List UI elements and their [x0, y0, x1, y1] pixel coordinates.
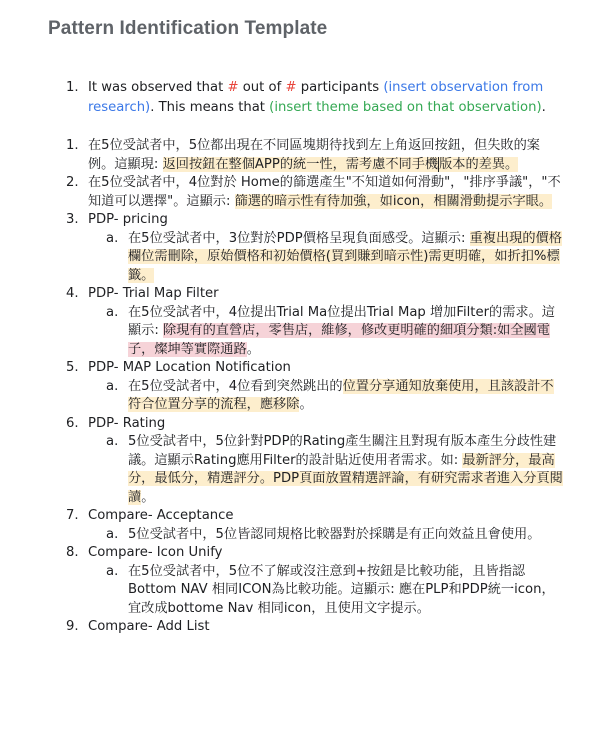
intro-text: . This means that	[150, 100, 270, 115]
observation-placeholder: (insert observation from research)	[88, 80, 544, 115]
list-item	[66, 415, 566, 508]
item-label: PDP- pricing	[88, 212, 168, 227]
intro-sentence	[88, 78, 566, 118]
item-label: PDP- Trial Map Filter	[88, 286, 219, 301]
sub-list	[88, 526, 566, 545]
sub-list	[88, 230, 566, 286]
item-label: PDP- MAP Location Notification	[88, 360, 291, 375]
intro-text: out of	[238, 80, 286, 95]
item-text: 在5位受試者中，4位提出Trial Ma位提出Trial Map 增加Filter的需求。這顯示:	[128, 304, 555, 338]
item-text: 在5位受試者中，5位不了解或沒注意到+按鈕是比較功能，且皆指認Bottom NAV 相同ICON為比較功能。這顯示: 應在PLP和PDP統一icon，宜改成bottome Nav 相同icon，且使用文字提示。	[128, 563, 555, 616]
list-item	[66, 174, 566, 211]
item-text: 在5位受試者中，4位看到突然跳出的	[128, 378, 343, 394]
sub-item-letter: a.	[106, 230, 119, 246]
item-number: 3.	[66, 212, 79, 227]
highlighted-text: 版本的差異。	[439, 156, 519, 172]
highlighted-text: 最新評分，最高分，最低分，精選評分。PDP頁面放置精選評論，有研究需求者進入分頁閱讀	[128, 452, 563, 505]
sub-item-letter: a.	[106, 563, 119, 579]
highlighted-text: 返回按鈕在整個APP的統一性，需考慮不同手機	[162, 156, 439, 172]
item-number: 8.	[66, 545, 79, 560]
item-label: Compare- Acceptance	[88, 508, 234, 523]
list-item	[66, 211, 566, 285]
item-number: 4.	[66, 286, 79, 301]
sub-list-item	[106, 433, 566, 507]
sub-list	[88, 304, 566, 360]
sub-list	[88, 433, 566, 507]
list-item	[66, 544, 566, 618]
item-label: Compare- Add List	[88, 619, 210, 634]
sub-item-letter: a.	[106, 526, 119, 542]
sub-item-letter: a.	[106, 434, 119, 449]
list-item	[66, 507, 566, 544]
sub-item-letter: a.	[106, 304, 119, 320]
item-label: Compare- Icon Unify	[88, 545, 223, 560]
placeholder-hash: #	[227, 80, 239, 95]
highlighted-text: 重複出現的價格欄位需刪除，原始價格和初始價格(買到賺到暗示性)需更明確，如折扣%標籤。	[128, 230, 562, 283]
list-item	[66, 618, 566, 637]
item-number: 7.	[66, 508, 79, 523]
item-text: 在5位受試者中，5位都出現在不同區塊期待找到左上角返回按鈕，但失敗的案例。這顯現:	[88, 138, 540, 172]
page-title: Pattern Identification Template	[48, 18, 328, 39]
list-item	[66, 285, 566, 359]
intro-text: participants	[296, 80, 384, 95]
theme-placeholder: (insert theme based on that observation)	[269, 100, 542, 115]
list-item	[66, 359, 566, 415]
item-text: 5位受試者中，5位皆認同規格比較器對於採購是有正向效益且會使用。	[128, 526, 541, 542]
item-number: 5.	[66, 360, 79, 375]
intro-number: 1.	[66, 80, 79, 95]
item-text: 在5位受試者中，3位對於PDP價格呈現負面感受。這顯示:	[128, 230, 470, 246]
highlighted-text: 篩選的暗示性有待加強，如icon，相關滑動提示字眼。	[234, 193, 553, 209]
item-number: 1.	[66, 138, 79, 153]
sub-list-item	[106, 563, 566, 619]
item-text: 。	[141, 489, 155, 505]
highlighted-text: 位置分享通知放棄使用，且該設計不符合位置分享的流程，應移除	[128, 378, 554, 412]
item-label: PDP- Rating	[88, 415, 166, 431]
item-text: 在5位受試者中，4位對於 Home的篩選產生"不知道如何滑動"，"排序爭議"，"不知道可以選擇"。這顯示:	[88, 175, 561, 209]
sub-list-item	[106, 230, 566, 286]
sub-list-item	[106, 378, 566, 415]
sub-item-letter: a.	[106, 378, 119, 394]
item-text: 5位受試者中，5位針對PDP的Rating產生關注且對現有版本產生分歧性建議。這顯示Rating應用Filter的設計貼近使用者需求。如:	[128, 434, 557, 468]
sub-list	[88, 378, 566, 415]
placeholder-hash: #	[285, 80, 297, 95]
list-item	[66, 137, 566, 174]
item-number: 9.	[66, 619, 79, 634]
item-text: 。	[246, 341, 260, 357]
findings-list	[66, 137, 566, 637]
highlighted-text: 除現有的直營店，零售店，維修，修改更明確的細項分類:如全國電子，燦坤等實際通路	[128, 323, 550, 357]
item-number: 6.	[66, 415, 79, 431]
item-text: 。	[299, 397, 313, 412]
sub-list-item	[106, 304, 566, 360]
sub-list-item	[106, 526, 566, 545]
intro-template-item	[66, 78, 566, 118]
intro-text: It was observed that	[88, 80, 228, 95]
intro-text: .	[541, 100, 546, 115]
item-number: 2.	[66, 175, 79, 190]
sub-list	[88, 563, 566, 619]
